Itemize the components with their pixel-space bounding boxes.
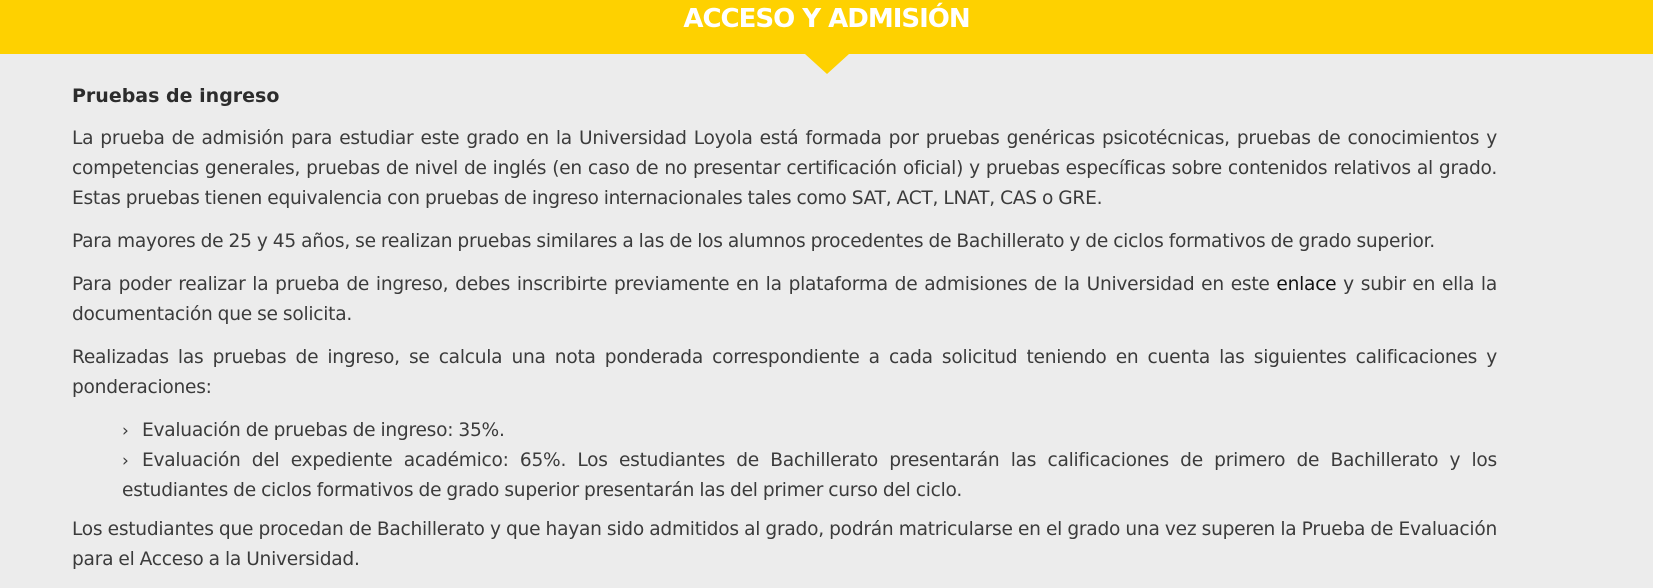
weighting-list <box>72 416 1497 505</box>
section-header-title: ACCESO Y ADMISIÓN <box>683 4 970 34</box>
list-item-text: Evaluación del expediente académico: 65%. Los estudiantes de Bachillerato presentarán las calificaciones de primero de Bachillerato y los estudiantes de ciclos formativos de grado superior presentarán las del primer curso del ciclo. <box>122 450 1497 501</box>
admission-content <box>72 80 1497 588</box>
list-item-text: Evaluación de pruebas de ingreso: 35%. <box>142 420 505 441</box>
section-title: Pruebas de ingreso <box>72 85 280 107</box>
list-item <box>122 416 1497 446</box>
enrollment-note: Los estudiantes que procedan de Bachillerato y que hayan sido admitidos al grado, podrán matricularse en el grado una vez superen la Prueba de Evaluación para el Acceso a la Universidad. <box>72 519 1497 570</box>
adults-test-description: Para mayores de 25 y 45 años, se realizan pruebas similares a las de los alumnos procedentes de Bachillerato y de ciclos formativos de grado superior. <box>72 231 1435 252</box>
chevron-right-icon: › <box>122 451 129 471</box>
admission-test-description: La prueba de admisión para estudiar este grado en la Universidad Loyola está formada por pruebas genéricas psicotécnicas, pruebas de conocimientos y competencias generales, pruebas de nivel de inglés (en caso de no presentar certificación oficial) y pruebas específicas sobre contenidos relativos al grado. Estas pruebas tienen equivalencia con pruebas de ingreso internacionales tales como SAT, ACT, LNAT, CAS o GRE. <box>72 128 1497 209</box>
list-item <box>122 446 1497 505</box>
registration-instructions <box>72 270 1497 330</box>
registration-text-start: Para poder realizar la prueba de ingreso, debes inscribirte previamente en la plataforma de admisiones de la Universidad en este <box>72 274 1277 295</box>
registration-text-end: y subir en ella la documentación que se solicita. <box>72 274 1497 325</box>
weighting-intro: Realizadas las pruebas de ingreso, se calcula una nota ponderada correspondiente a cada solicitud teniendo en cuenta las siguientes calificaciones y ponderaciones: <box>72 347 1497 398</box>
section-header <box>0 0 1653 54</box>
header-pointer-arrow <box>805 54 849 74</box>
registration-link[interactable]: enlace <box>1276 274 1337 295</box>
chevron-right-icon: › <box>122 421 129 441</box>
